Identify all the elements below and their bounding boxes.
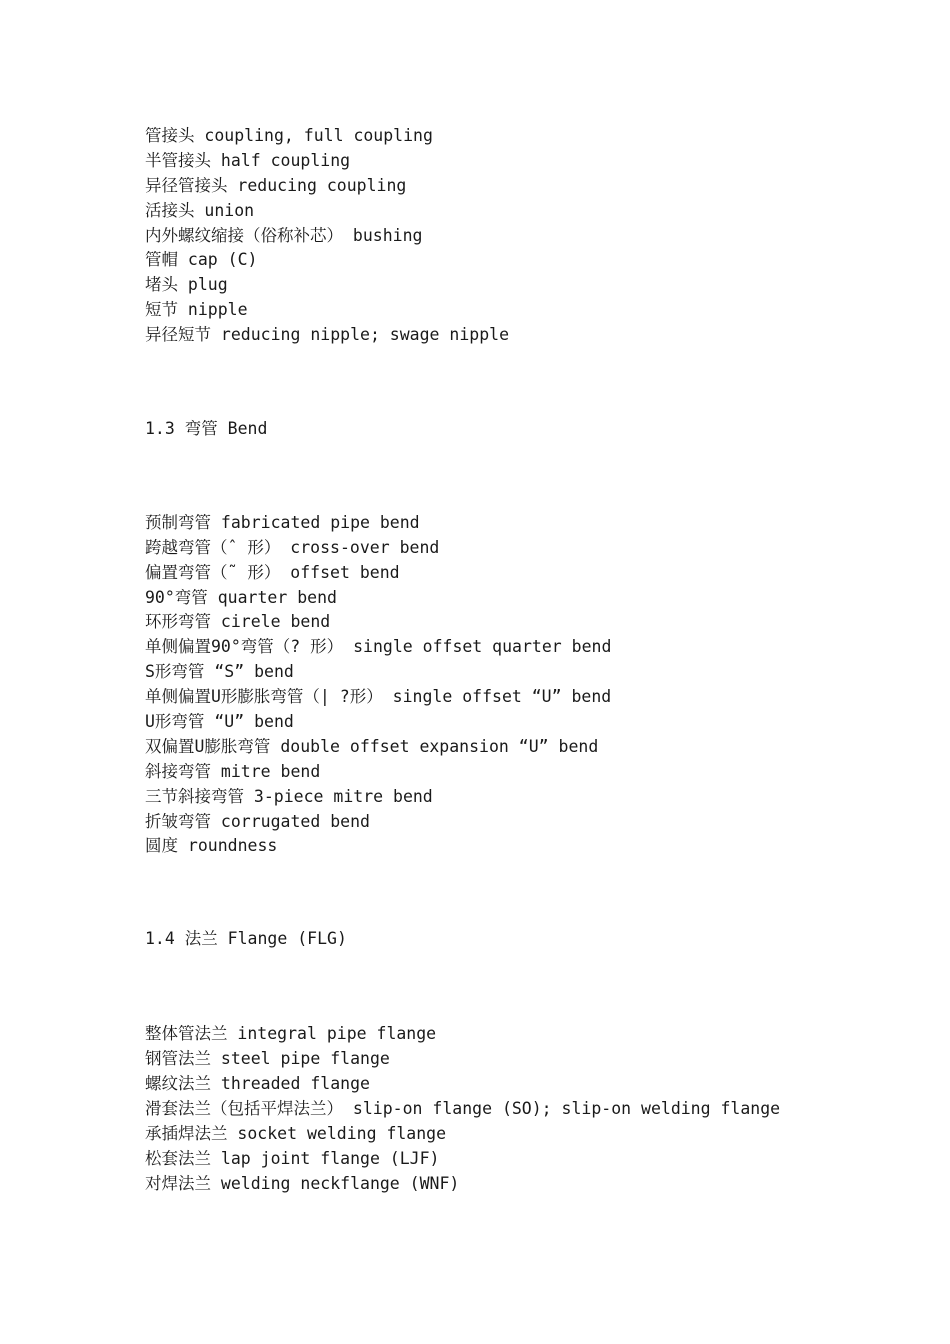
- list-item: S形弯管 “S” bend: [145, 662, 294, 682]
- spacer: [145, 952, 925, 1022]
- list-item: 异径管接头 reducing coupling: [145, 175, 407, 195]
- list-item: 单侧偏置90°弯管（? 形） single offset quarter bend: [145, 637, 612, 657]
- list-item: 对焊法兰 welding neckflange (WNF): [145, 1173, 460, 1193]
- list-item: 活接头 union: [145, 200, 255, 220]
- list-item: 预制弯管 fabricated pipe bend: [145, 512, 420, 532]
- list-item: 偏置弯管（˜ 形） offset bend: [145, 562, 400, 582]
- list-item: 管接头 coupling, full coupling: [145, 126, 433, 145]
- list-item: 折皱弯管 corrugated bend: [145, 811, 370, 831]
- list-item: U形弯管 “U” bend: [145, 712, 294, 732]
- list-item: 90°弯管 quarter bend: [145, 587, 337, 607]
- list-item: 短节 nipple: [145, 300, 248, 320]
- list-item: 单侧偏置U形膨胀弯管（| ?形） single offset “U” bend: [145, 687, 612, 707]
- list-item: 三节斜接弯管 3-piece mitre bend: [145, 786, 433, 806]
- list-item: 跨越弯管（ˆ 形） cross-over bend: [145, 537, 440, 557]
- list-item: 承插焊法兰 socket welding flange: [145, 1123, 447, 1143]
- section-heading-flange: 1.4 法兰 Flange (FLG): [145, 929, 347, 949]
- list-item: 斜接弯管 mitre bend: [145, 761, 321, 781]
- list-item: 内外螺纹缩接（俗称补芯） bushing: [145, 225, 423, 245]
- spacer: [145, 348, 925, 417]
- list-item: 半管接头 half coupling: [145, 150, 351, 170]
- spacer: [145, 442, 925, 511]
- list-item: 异径短节 reducing nipple; swage nipple: [145, 325, 510, 345]
- list-item: 管帽 cap (C): [145, 250, 258, 270]
- list-item: 堵头 plug: [145, 275, 228, 295]
- list-item: 滑套法兰（包括平焊法兰） slip-on flange (SO); slip-on welding flange: [145, 1098, 781, 1118]
- list-item: 松套法兰 lap joint flange (LJF): [145, 1148, 440, 1168]
- list-item: 整体管法兰 integral pipe flange: [145, 1024, 437, 1044]
- list-item: 螺纹法兰 threaded flange: [145, 1074, 370, 1094]
- document-body: [145, 124, 925, 1197]
- list-item: 钢管法兰 steel pipe flange: [145, 1049, 390, 1069]
- section-heading-bend: 1.3 弯管 Bend: [145, 419, 268, 439]
- list-item: 双偏置U膨胀弯管 double offset expansion “U” bend: [145, 736, 599, 756]
- list-item: 环形弯管 cirele bend: [145, 612, 331, 632]
- list-item: 圆度 roundness: [145, 836, 278, 856]
- spacer: [145, 859, 925, 927]
